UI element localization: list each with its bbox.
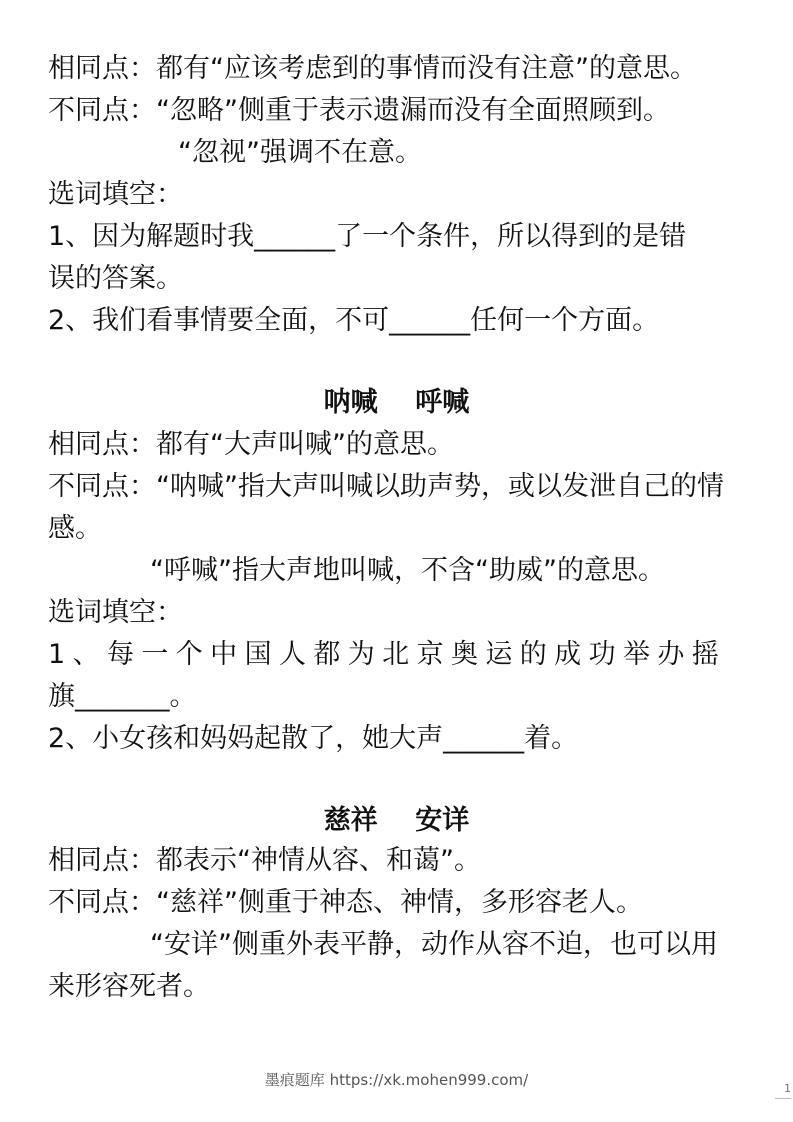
section1-difference-2: “忽视”强调不在意。 <box>178 137 422 168</box>
section1-question-2: 2、我们看事情要全面，不可______任何一个方面。 <box>48 305 660 336</box>
section1-question-1-line-2: 误的答案。 <box>48 263 183 294</box>
section1-difference-1: 不同点：“忽略”侧重于表示遗漏而没有全面照顾到。 <box>48 95 670 126</box>
section2-question-1-line-2: 旗_______。 <box>48 681 197 712</box>
footer-watermark: 墨痕题库 https://xk.mohen999.com/ <box>264 1071 529 1089</box>
section2-question-1-line-1: 1、每一个中国人都为北京奥运的成功举办摇 <box>48 639 727 670</box>
section2-similarity: 相同点：都有“大声叫喊”的意思。 <box>48 429 454 460</box>
section3-difference-2-line-1: “安详”侧重外表平静，动作从容不迫，也可以用 <box>150 929 718 960</box>
section2-difference-2: “呼喊”指大声地叫喊，不含“助威”的意思。 <box>150 555 665 586</box>
section2-difference-1-line-2: 感。 <box>48 513 102 544</box>
section2-difference-1-line-1: 不同点：“呐喊”指大声叫喊以助声势，或以发泄自己的情 <box>48 471 724 502</box>
section3-difference-2-line-2: 来形容死者。 <box>48 971 210 1002</box>
section3-difference-1: 不同点：“慈祥”侧重于神态、神情，多形容老人。 <box>48 887 643 918</box>
section2-question-2: 2、小女孩和妈妈起散了，她大声______着。 <box>48 723 579 754</box>
section1-fill-heading: 选词填空： <box>48 179 183 210</box>
section3-similarity: 相同点：都表示“神情从容、和蔼”。 <box>48 845 481 876</box>
section1-similarity: 相同点：都有“应该考虑到的事情而没有注意”的意思。 <box>48 53 697 84</box>
section2-fill-heading: 选词填空： <box>48 597 183 628</box>
page-number-mark: 1 <box>775 1080 791 1099</box>
section1-question-1-line-1: 1、因为解题时我______了一个条件，所以得到的是错 <box>48 221 687 252</box>
section3-title: 慈祥 安详 <box>323 805 470 836</box>
section2-title: 呐喊 呼喊 <box>323 387 470 418</box>
